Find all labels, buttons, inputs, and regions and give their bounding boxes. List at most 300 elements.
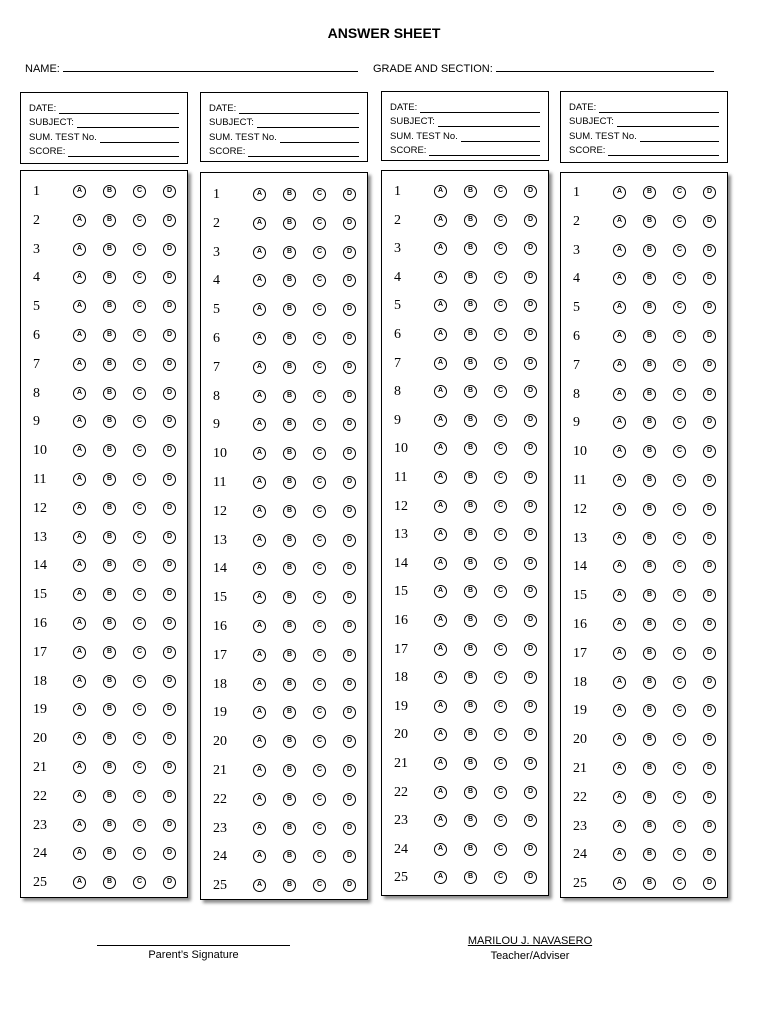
answer-bubble-a[interactable]: A bbox=[613, 762, 626, 775]
answer-bubble-c[interactable]: C bbox=[133, 415, 146, 428]
answer-bubble-d[interactable]: D bbox=[524, 671, 537, 684]
answer-bubble-c[interactable]: C bbox=[673, 532, 686, 545]
answer-bubble-d[interactable]: D bbox=[524, 271, 537, 284]
answer-bubble-b[interactable]: B bbox=[643, 791, 656, 804]
info-field-row[interactable] bbox=[29, 128, 179, 143]
answer-bubble-d[interactable]: D bbox=[163, 502, 176, 515]
answer-bubble-c[interactable]: C bbox=[673, 244, 686, 257]
answer-bubble-a[interactable]: A bbox=[613, 733, 626, 746]
answer-bubble-d[interactable]: D bbox=[524, 728, 537, 741]
answer-bubble-b[interactable]: B bbox=[283, 418, 296, 431]
answer-bubble-c[interactable]: C bbox=[313, 764, 326, 777]
answer-bubble-d[interactable]: D bbox=[703, 445, 716, 458]
info-field-row[interactable] bbox=[29, 143, 179, 158]
answer-bubble-b[interactable]: B bbox=[464, 671, 477, 684]
answer-bubble-b[interactable]: B bbox=[643, 416, 656, 429]
answer-bubble-b[interactable]: B bbox=[643, 848, 656, 861]
answer-bubble-d[interactable]: D bbox=[703, 589, 716, 602]
answer-bubble-c[interactable]: C bbox=[313, 505, 326, 518]
answer-bubble-b[interactable]: B bbox=[464, 328, 477, 341]
info-field-underline[interactable] bbox=[59, 104, 179, 114]
answer-bubble-d[interactable]: D bbox=[703, 272, 716, 285]
answer-bubble-c[interactable]: C bbox=[494, 414, 507, 427]
answer-bubble-d[interactable]: D bbox=[343, 678, 356, 691]
answer-bubble-b[interactable]: B bbox=[103, 473, 116, 486]
answer-bubble-c[interactable]: C bbox=[133, 473, 146, 486]
answer-bubble-a[interactable]: A bbox=[613, 359, 626, 372]
answer-bubble-c[interactable]: C bbox=[673, 272, 686, 285]
grade-section-underline[interactable] bbox=[496, 61, 714, 72]
answer-bubble-c[interactable]: C bbox=[133, 559, 146, 572]
answer-bubble-a[interactable]: A bbox=[434, 671, 447, 684]
answer-bubble-c[interactable]: C bbox=[133, 300, 146, 313]
answer-bubble-d[interactable]: D bbox=[163, 387, 176, 400]
answer-bubble-d[interactable]: D bbox=[343, 735, 356, 748]
answer-bubble-d[interactable]: D bbox=[163, 732, 176, 745]
info-field-row[interactable] bbox=[29, 99, 179, 114]
answer-bubble-a[interactable]: A bbox=[73, 646, 86, 659]
info-field-row[interactable] bbox=[569, 98, 719, 113]
answer-bubble-b[interactable]: B bbox=[103, 415, 116, 428]
answer-bubble-c[interactable]: C bbox=[313, 217, 326, 230]
answer-bubble-b[interactable]: B bbox=[643, 244, 656, 257]
answer-bubble-a[interactable]: A bbox=[434, 271, 447, 284]
answer-bubble-c[interactable]: C bbox=[673, 215, 686, 228]
answer-bubble-d[interactable]: D bbox=[343, 562, 356, 575]
answer-bubble-a[interactable]: A bbox=[434, 814, 447, 827]
answer-bubble-c[interactable]: C bbox=[494, 757, 507, 770]
name-underline[interactable] bbox=[63, 61, 358, 72]
answer-bubble-b[interactable]: B bbox=[464, 299, 477, 312]
answer-bubble-a[interactable]: A bbox=[613, 647, 626, 660]
answer-bubble-d[interactable]: D bbox=[343, 418, 356, 431]
answer-bubble-c[interactable]: C bbox=[673, 416, 686, 429]
answer-bubble-d[interactable]: D bbox=[524, 414, 537, 427]
answer-bubble-a[interactable]: A bbox=[73, 329, 86, 342]
answer-bubble-b[interactable]: B bbox=[103, 790, 116, 803]
answer-bubble-b[interactable]: B bbox=[643, 877, 656, 890]
answer-bubble-b[interactable]: B bbox=[283, 649, 296, 662]
answer-bubble-c[interactable]: C bbox=[313, 620, 326, 633]
answer-bubble-d[interactable]: D bbox=[703, 330, 716, 343]
answer-bubble-d[interactable]: D bbox=[703, 791, 716, 804]
answer-bubble-b[interactable]: B bbox=[643, 532, 656, 545]
answer-bubble-b[interactable]: B bbox=[283, 447, 296, 460]
answer-bubble-d[interactable]: D bbox=[524, 757, 537, 770]
answer-bubble-b[interactable]: B bbox=[464, 757, 477, 770]
answer-bubble-c[interactable]: C bbox=[494, 271, 507, 284]
answer-bubble-a[interactable]: A bbox=[73, 847, 86, 860]
answer-bubble-d[interactable]: D bbox=[703, 301, 716, 314]
answer-bubble-d[interactable]: D bbox=[163, 847, 176, 860]
info-field-row[interactable] bbox=[390, 113, 540, 128]
answer-bubble-c[interactable]: C bbox=[133, 329, 146, 342]
answer-bubble-d[interactable]: D bbox=[524, 357, 537, 370]
answer-bubble-a[interactable]: A bbox=[73, 387, 86, 400]
answer-bubble-b[interactable]: B bbox=[464, 271, 477, 284]
answer-bubble-a[interactable]: A bbox=[613, 301, 626, 314]
answer-bubble-a[interactable]: A bbox=[253, 678, 266, 691]
answer-bubble-b[interactable]: B bbox=[643, 503, 656, 516]
answer-bubble-c[interactable]: C bbox=[673, 820, 686, 833]
answer-bubble-a[interactable]: A bbox=[253, 793, 266, 806]
answer-bubble-a[interactable]: A bbox=[73, 271, 86, 284]
answer-bubble-b[interactable]: B bbox=[103, 214, 116, 227]
answer-bubble-d[interactable]: D bbox=[703, 704, 716, 717]
answer-bubble-b[interactable]: B bbox=[643, 762, 656, 775]
answer-bubble-d[interactable]: D bbox=[524, 214, 537, 227]
answer-bubble-d[interactable]: D bbox=[524, 471, 537, 484]
answer-bubble-b[interactable]: B bbox=[103, 531, 116, 544]
answer-bubble-b[interactable]: B bbox=[464, 414, 477, 427]
answer-bubble-b[interactable]: B bbox=[464, 242, 477, 255]
answer-bubble-c[interactable]: C bbox=[494, 500, 507, 513]
answer-bubble-c[interactable]: C bbox=[313, 879, 326, 892]
answer-bubble-d[interactable]: D bbox=[524, 328, 537, 341]
info-field-underline[interactable] bbox=[429, 146, 540, 156]
answer-bubble-c[interactable]: C bbox=[133, 444, 146, 457]
answer-bubble-c[interactable]: C bbox=[133, 847, 146, 860]
answer-bubble-b[interactable]: B bbox=[103, 185, 116, 198]
answer-bubble-d[interactable]: D bbox=[343, 591, 356, 604]
answer-bubble-c[interactable]: C bbox=[673, 704, 686, 717]
answer-bubble-d[interactable]: D bbox=[343, 764, 356, 777]
answer-bubble-d[interactable]: D bbox=[343, 620, 356, 633]
answer-bubble-a[interactable]: A bbox=[73, 300, 86, 313]
answer-bubble-a[interactable]: A bbox=[253, 246, 266, 259]
answer-bubble-b[interactable]: B bbox=[464, 843, 477, 856]
answer-bubble-d[interactable]: D bbox=[163, 703, 176, 716]
answer-bubble-a[interactable]: A bbox=[613, 503, 626, 516]
answer-bubble-b[interactable]: B bbox=[103, 588, 116, 601]
answer-bubble-d[interactable]: D bbox=[703, 186, 716, 199]
answer-bubble-a[interactable]: A bbox=[253, 850, 266, 863]
answer-bubble-b[interactable]: B bbox=[283, 678, 296, 691]
answer-bubble-a[interactable]: A bbox=[613, 388, 626, 401]
answer-bubble-b[interactable]: B bbox=[464, 643, 477, 656]
answer-bubble-d[interactable]: D bbox=[524, 242, 537, 255]
answer-bubble-a[interactable]: A bbox=[434, 585, 447, 598]
answer-bubble-c[interactable]: C bbox=[673, 791, 686, 804]
answer-bubble-b[interactable]: B bbox=[643, 330, 656, 343]
answer-bubble-c[interactable]: C bbox=[133, 243, 146, 256]
answer-bubble-d[interactable]: D bbox=[343, 303, 356, 316]
answer-bubble-d[interactable]: D bbox=[163, 185, 176, 198]
answer-bubble-c[interactable]: C bbox=[673, 445, 686, 458]
answer-bubble-b[interactable]: B bbox=[643, 186, 656, 199]
answer-bubble-a[interactable]: A bbox=[613, 416, 626, 429]
answer-bubble-c[interactable]: C bbox=[673, 330, 686, 343]
answer-bubble-d[interactable]: D bbox=[524, 385, 537, 398]
answer-bubble-b[interactable]: B bbox=[283, 764, 296, 777]
answer-bubble-d[interactable]: D bbox=[703, 560, 716, 573]
answer-bubble-c[interactable]: C bbox=[133, 185, 146, 198]
answer-bubble-c[interactable]: C bbox=[313, 850, 326, 863]
info-field-row[interactable] bbox=[209, 128, 359, 143]
answer-bubble-d[interactable]: D bbox=[703, 359, 716, 372]
answer-bubble-a[interactable]: A bbox=[434, 786, 447, 799]
answer-bubble-a[interactable]: A bbox=[253, 505, 266, 518]
answer-bubble-c[interactable]: C bbox=[494, 557, 507, 570]
answer-bubble-c[interactable]: C bbox=[313, 390, 326, 403]
answer-bubble-b[interactable]: B bbox=[464, 614, 477, 627]
answer-bubble-b[interactable]: B bbox=[464, 385, 477, 398]
answer-bubble-a[interactable]: A bbox=[73, 761, 86, 774]
answer-bubble-a[interactable]: A bbox=[73, 588, 86, 601]
answer-bubble-b[interactable]: B bbox=[464, 814, 477, 827]
info-field-row[interactable] bbox=[209, 114, 359, 129]
answer-bubble-c[interactable]: C bbox=[133, 531, 146, 544]
answer-bubble-a[interactable]: A bbox=[613, 820, 626, 833]
answer-bubble-d[interactable]: D bbox=[524, 871, 537, 884]
info-field-underline[interactable] bbox=[77, 118, 179, 128]
answer-bubble-a[interactable]: A bbox=[434, 500, 447, 513]
answer-bubble-c[interactable]: C bbox=[494, 643, 507, 656]
answer-bubble-d[interactable]: D bbox=[343, 822, 356, 835]
answer-bubble-b[interactable]: B bbox=[643, 301, 656, 314]
answer-bubble-b[interactable]: B bbox=[643, 474, 656, 487]
answer-bubble-b[interactable]: B bbox=[283, 188, 296, 201]
answer-bubble-d[interactable]: D bbox=[163, 675, 176, 688]
answer-bubble-b[interactable]: B bbox=[283, 476, 296, 489]
answer-bubble-b[interactable]: B bbox=[283, 591, 296, 604]
info-field-underline[interactable] bbox=[420, 103, 540, 113]
info-field-row[interactable] bbox=[209, 99, 359, 114]
answer-bubble-c[interactable]: C bbox=[673, 647, 686, 660]
answer-bubble-b[interactable]: B bbox=[464, 585, 477, 598]
answer-bubble-c[interactable]: C bbox=[673, 618, 686, 631]
answer-bubble-c[interactable]: C bbox=[494, 471, 507, 484]
answer-bubble-a[interactable]: A bbox=[434, 557, 447, 570]
answer-bubble-c[interactable]: C bbox=[673, 388, 686, 401]
answer-bubble-c[interactable]: C bbox=[313, 534, 326, 547]
info-field-underline[interactable] bbox=[461, 132, 540, 142]
answer-bubble-a[interactable]: A bbox=[434, 414, 447, 427]
answer-bubble-c[interactable]: C bbox=[494, 442, 507, 455]
info-field-underline[interactable] bbox=[438, 117, 540, 127]
answer-bubble-c[interactable]: C bbox=[313, 793, 326, 806]
info-field-row[interactable] bbox=[390, 98, 540, 113]
answer-bubble-d[interactable]: D bbox=[343, 505, 356, 518]
answer-bubble-d[interactable]: D bbox=[343, 879, 356, 892]
answer-bubble-c[interactable]: C bbox=[673, 676, 686, 689]
answer-bubble-d[interactable]: D bbox=[703, 676, 716, 689]
answer-bubble-b[interactable]: B bbox=[283, 822, 296, 835]
answer-bubble-b[interactable]: B bbox=[103, 559, 116, 572]
answer-bubble-b[interactable]: B bbox=[103, 703, 116, 716]
answer-bubble-a[interactable]: A bbox=[434, 843, 447, 856]
answer-bubble-a[interactable]: A bbox=[613, 532, 626, 545]
answer-bubble-d[interactable]: D bbox=[343, 217, 356, 230]
answer-bubble-a[interactable]: A bbox=[613, 560, 626, 573]
answer-bubble-a[interactable]: A bbox=[73, 675, 86, 688]
answer-bubble-a[interactable]: A bbox=[73, 531, 86, 544]
answer-bubble-c[interactable]: C bbox=[494, 357, 507, 370]
answer-bubble-c[interactable]: C bbox=[133, 819, 146, 832]
answer-bubble-a[interactable]: A bbox=[73, 358, 86, 371]
answer-bubble-b[interactable]: B bbox=[283, 303, 296, 316]
info-field-row[interactable] bbox=[209, 143, 359, 158]
answer-bubble-d[interactable]: D bbox=[343, 246, 356, 259]
answer-bubble-d[interactable]: D bbox=[343, 850, 356, 863]
answer-bubble-c[interactable]: C bbox=[133, 675, 146, 688]
answer-bubble-b[interactable]: B bbox=[283, 534, 296, 547]
answer-bubble-d[interactable]: D bbox=[163, 473, 176, 486]
answer-bubble-a[interactable]: A bbox=[253, 447, 266, 460]
answer-bubble-c[interactable]: C bbox=[673, 560, 686, 573]
info-field-underline[interactable] bbox=[68, 147, 179, 157]
answer-bubble-a[interactable]: A bbox=[613, 589, 626, 602]
answer-bubble-b[interactable]: B bbox=[103, 300, 116, 313]
answer-bubble-b[interactable]: B bbox=[103, 876, 116, 889]
answer-bubble-c[interactable]: C bbox=[494, 671, 507, 684]
answer-bubble-d[interactable]: D bbox=[343, 534, 356, 547]
answer-bubble-d[interactable]: D bbox=[524, 614, 537, 627]
answer-bubble-c[interactable]: C bbox=[494, 614, 507, 627]
answer-bubble-d[interactable]: D bbox=[163, 617, 176, 630]
answer-bubble-b[interactable]: B bbox=[283, 850, 296, 863]
answer-bubble-a[interactable]: A bbox=[253, 361, 266, 374]
answer-bubble-c[interactable]: C bbox=[133, 214, 146, 227]
parent-signature-line[interactable] bbox=[97, 934, 290, 946]
info-field-underline[interactable] bbox=[608, 146, 719, 156]
answer-bubble-d[interactable]: D bbox=[703, 416, 716, 429]
answer-bubble-c[interactable]: C bbox=[673, 848, 686, 861]
answer-bubble-b[interactable]: B bbox=[103, 358, 116, 371]
answer-bubble-b[interactable]: B bbox=[464, 557, 477, 570]
answer-bubble-a[interactable]: A bbox=[73, 703, 86, 716]
answer-bubble-a[interactable]: A bbox=[613, 791, 626, 804]
answer-bubble-c[interactable]: C bbox=[313, 649, 326, 662]
answer-bubble-b[interactable]: B bbox=[283, 706, 296, 719]
answer-bubble-b[interactable]: B bbox=[643, 560, 656, 573]
info-field-underline[interactable] bbox=[599, 103, 719, 113]
answer-bubble-a[interactable]: A bbox=[613, 618, 626, 631]
answer-bubble-c[interactable]: C bbox=[313, 822, 326, 835]
answer-bubble-b[interactable]: B bbox=[643, 215, 656, 228]
answer-bubble-a[interactable]: A bbox=[613, 186, 626, 199]
answer-bubble-b[interactable]: B bbox=[283, 735, 296, 748]
answer-bubble-d[interactable]: D bbox=[343, 649, 356, 662]
answer-bubble-c[interactable]: C bbox=[133, 703, 146, 716]
answer-bubble-b[interactable]: B bbox=[643, 589, 656, 602]
answer-bubble-d[interactable]: D bbox=[703, 848, 716, 861]
answer-bubble-b[interactable]: B bbox=[103, 732, 116, 745]
answer-bubble-a[interactable]: A bbox=[73, 819, 86, 832]
answer-bubble-d[interactable]: D bbox=[163, 329, 176, 342]
info-field-underline[interactable] bbox=[280, 133, 359, 143]
answer-bubble-b[interactable]: B bbox=[283, 505, 296, 518]
answer-bubble-a[interactable]: A bbox=[253, 390, 266, 403]
answer-bubble-b[interactable]: B bbox=[643, 359, 656, 372]
answer-bubble-b[interactable]: B bbox=[643, 820, 656, 833]
answer-bubble-d[interactable]: D bbox=[163, 444, 176, 457]
answer-bubble-c[interactable]: C bbox=[494, 185, 507, 198]
answer-bubble-b[interactable]: B bbox=[283, 620, 296, 633]
answer-bubble-c[interactable]: C bbox=[494, 528, 507, 541]
answer-bubble-b[interactable]: B bbox=[643, 618, 656, 631]
answer-bubble-c[interactable]: C bbox=[494, 700, 507, 713]
info-field-row[interactable] bbox=[390, 127, 540, 142]
answer-bubble-b[interactable]: B bbox=[283, 246, 296, 259]
answer-bubble-b[interactable]: B bbox=[643, 676, 656, 689]
answer-bubble-b[interactable]: B bbox=[103, 243, 116, 256]
answer-bubble-b[interactable]: B bbox=[283, 793, 296, 806]
answer-bubble-c[interactable]: C bbox=[133, 271, 146, 284]
answer-bubble-a[interactable]: A bbox=[253, 706, 266, 719]
answer-bubble-a[interactable]: A bbox=[253, 879, 266, 892]
answer-bubble-a[interactable]: A bbox=[73, 415, 86, 428]
answer-bubble-d[interactable]: D bbox=[524, 557, 537, 570]
answer-bubble-c[interactable]: C bbox=[313, 591, 326, 604]
answer-bubble-b[interactable]: B bbox=[643, 272, 656, 285]
answer-bubble-c[interactable]: C bbox=[673, 359, 686, 372]
answer-bubble-d[interactable]: D bbox=[703, 877, 716, 890]
answer-bubble-c[interactable]: C bbox=[673, 762, 686, 775]
answer-bubble-c[interactable]: C bbox=[494, 585, 507, 598]
answer-bubble-d[interactable]: D bbox=[163, 243, 176, 256]
answer-bubble-b[interactable]: B bbox=[283, 361, 296, 374]
answer-bubble-c[interactable]: C bbox=[133, 876, 146, 889]
answer-bubble-d[interactable]: D bbox=[163, 559, 176, 572]
answer-bubble-a[interactable]: A bbox=[434, 643, 447, 656]
answer-bubble-b[interactable]: B bbox=[103, 675, 116, 688]
answer-bubble-a[interactable]: A bbox=[434, 299, 447, 312]
answer-bubble-a[interactable]: A bbox=[253, 735, 266, 748]
answer-bubble-d[interactable]: D bbox=[524, 585, 537, 598]
answer-bubble-d[interactable]: D bbox=[343, 476, 356, 489]
answer-bubble-c[interactable]: C bbox=[673, 589, 686, 602]
answer-bubble-a[interactable]: A bbox=[253, 303, 266, 316]
answer-bubble-b[interactable]: B bbox=[103, 387, 116, 400]
answer-bubble-a[interactable]: A bbox=[434, 471, 447, 484]
answer-bubble-c[interactable]: C bbox=[313, 678, 326, 691]
answer-bubble-a[interactable]: A bbox=[73, 473, 86, 486]
answer-bubble-d[interactable]: D bbox=[524, 643, 537, 656]
answer-bubble-a[interactable]: A bbox=[253, 764, 266, 777]
answer-bubble-c[interactable]: C bbox=[673, 474, 686, 487]
answer-bubble-a[interactable]: A bbox=[434, 614, 447, 627]
answer-bubble-c[interactable]: C bbox=[673, 503, 686, 516]
answer-bubble-b[interactable]: B bbox=[464, 357, 477, 370]
info-field-row[interactable] bbox=[390, 142, 540, 157]
answer-bubble-c[interactable]: C bbox=[313, 418, 326, 431]
answer-bubble-c[interactable]: C bbox=[673, 733, 686, 746]
name-field[interactable] bbox=[25, 61, 358, 75]
answer-bubble-c[interactable]: C bbox=[313, 188, 326, 201]
answer-bubble-b[interactable]: B bbox=[283, 274, 296, 287]
answer-bubble-c[interactable]: C bbox=[133, 732, 146, 745]
answer-bubble-c[interactable]: C bbox=[494, 786, 507, 799]
answer-bubble-d[interactable]: D bbox=[524, 528, 537, 541]
answer-bubble-a[interactable]: A bbox=[613, 445, 626, 458]
answer-bubble-c[interactable]: C bbox=[313, 303, 326, 316]
info-field-row[interactable] bbox=[29, 114, 179, 129]
answer-bubble-a[interactable]: A bbox=[253, 217, 266, 230]
info-field-underline[interactable] bbox=[248, 147, 359, 157]
answer-bubble-c[interactable]: C bbox=[313, 476, 326, 489]
answer-bubble-a[interactable]: A bbox=[613, 244, 626, 257]
answer-bubble-b[interactable]: B bbox=[103, 271, 116, 284]
answer-bubble-a[interactable]: A bbox=[253, 274, 266, 287]
info-field-underline[interactable] bbox=[640, 132, 719, 142]
answer-bubble-d[interactable]: D bbox=[163, 790, 176, 803]
answer-bubble-c[interactable]: C bbox=[133, 646, 146, 659]
answer-bubble-c[interactable]: C bbox=[313, 361, 326, 374]
answer-bubble-d[interactable]: D bbox=[163, 761, 176, 774]
answer-bubble-d[interactable]: D bbox=[524, 185, 537, 198]
answer-bubble-a[interactable]: A bbox=[434, 328, 447, 341]
